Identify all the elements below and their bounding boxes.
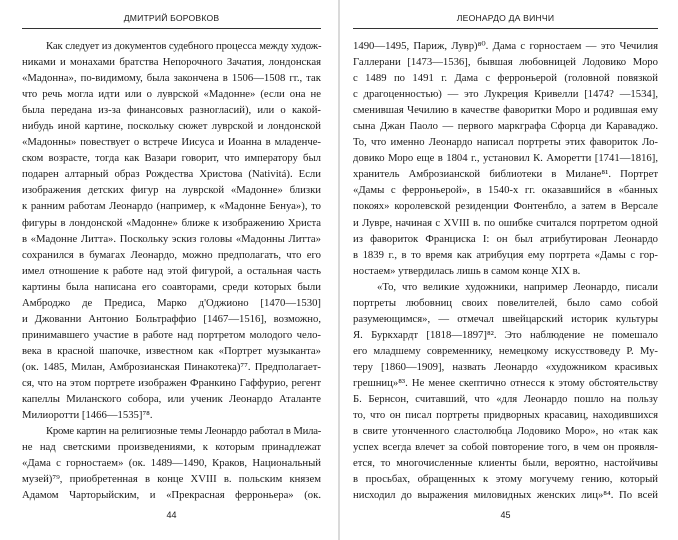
page-number-left: 44 (166, 510, 177, 520)
text-line: в свите утонченного сластолюбца Лодовико Моро», но «так как (353, 425, 658, 438)
text-line: успех всегда влечет за собой повторение того, в чем он проявля- (353, 441, 658, 454)
text-line: принимавшего участие в работе над портретом молодого чело- (22, 328, 321, 341)
text-line: и Лувре, начиная с XVIII в. по ошибке считался портретом одной (353, 216, 658, 229)
text-line: Галлерани [1473—1536], бывшая любовницей Лодовико Моро (353, 56, 658, 69)
running-header-left: ДМИТРИЙ БОРОВКОВ (123, 13, 220, 23)
page-number-right: 45 (500, 510, 511, 520)
text-line: ностаем» утвердилась лишь в самом конце XIX в. (353, 264, 581, 277)
text-line: То, что именно Леонардо написал портреты этих фавориток Ло- (353, 136, 658, 149)
text-line: «Дамы с ферроньерой», в 1540-х гг. оказавшийся в «банных (353, 184, 658, 197)
text-line: нибудь иной картине, поскольку сюжет луврской и лондонской (22, 120, 321, 133)
text-line: хранитель Амброзианской библиотеки в Милане⁸¹. Портрет (353, 168, 658, 181)
text-line: Кроме картин на религиозные темы Леонардо работал в Мила- (46, 425, 321, 438)
text-line: в просьбах, обращенных к этому могучему гению, который (353, 473, 658, 486)
text-line: Б. Бернсон, считавший, что «для Леонардо пошло на пользу (353, 393, 658, 406)
text-line: с 1489 по 1491 г. Дама с ферроньерой (головной повязкой (353, 72, 658, 85)
text-line: «Мадонны» повествует о встрече Иисуса и Иоанна в младенче- (22, 136, 321, 149)
text-line: из фавориток Франциска I: он был атрибутирован Леонардо (353, 232, 658, 245)
text-line: Адамом Чарторыйским, и «Прекрасная ферроньера» (ок. (22, 489, 321, 502)
text-line: Я. Буркхардт [1818—1897]⁸². Это наблюдение не помешало (353, 328, 658, 341)
text-line: Амброджо де Предиса, Марко д'Оджионо [1470—1530] (22, 296, 321, 309)
text-line: капеллы Миланского собора, или ученик Леонардо Аталанте (22, 393, 321, 406)
text-line: его младшему современнику, немецкому искусствоведу Р. Му- (353, 344, 658, 357)
text-line: (ок. 1485, Милан, Амброзианская Пинакотека)⁷⁷. Предполагает- (22, 360, 321, 373)
text-line: Как следует из документов судебного процесса между худож- (46, 40, 322, 52)
text-line: довико Моро еще в 1804 г., установил К. Аморетти [1741—1816], (353, 152, 658, 165)
text-line: не над светскими произведениями, к которым принадлежат (22, 441, 321, 454)
text-line: нисходил до выражения миловидных женских лиц»⁸⁴. По всей (353, 489, 658, 502)
text-line: и Джованни Антонио Больтраффио [1467—1516], возможно, (22, 312, 321, 325)
header-rule-left (22, 28, 321, 29)
text-line: сохранился в бумагах Леонардо, можно предполагать, что его (22, 248, 321, 261)
text-line: то, что он писал портреты придворных красавиц, находившихся (353, 409, 658, 422)
text-line: разумеющимся», — отмечал швейцарский историк культуры (353, 312, 658, 325)
text-line: сына Джан Паоло — первого маркграфа Сфорца ди Караваджо. (353, 120, 658, 133)
text-line: подарен алтарный образ Рождества Христова (Nativitá). Если (22, 168, 321, 181)
right-page (339, 0, 678, 540)
text-line: в «Мадонне Литта». Поскольку эскиз головы «Мадонны Литта» (22, 232, 321, 245)
text-line: «Дама с горностаем» (ок. 1489—1490, Краков, Национальный (22, 457, 321, 470)
left-page-text (22, 38, 321, 503)
text-line: ется, то многочисленные клиенты были, вероятно, настойчивы (353, 457, 658, 470)
text-line: имел отношение к работе над этой фигурой, а остальная часть (22, 264, 321, 277)
text-line: «То, что великие художники, например Леонардо, писали (377, 280, 658, 293)
text-line: теру [1860—1909], назвать Леонардо «художником красивых (353, 360, 658, 373)
text-line: покоях» королевской резиденции Фонтенбло, а затем в Версале (353, 200, 658, 213)
text-line: что речь могла идти или о луврской «Мадонне» (если она не (22, 88, 321, 101)
text-line: с драгоценностью) — это Лукреция Кривелли [1474? —1534], (353, 88, 658, 101)
text-line: «Мадонна», по-видимому, была закончена в 1506—1508 гг., так (22, 72, 321, 85)
running-header-right: ЛЕОНАРДО ДА ВИНЧИ (456, 13, 555, 23)
text-line: Милиоротти [1466—1535]⁷⁸. (22, 409, 153, 422)
text-line: картины была написана его соавторами, среди которых были (22, 280, 321, 293)
text-line: в 1839 г., в то время как атрибуция ему портрета «Дамы с гор- (353, 248, 658, 261)
text-line: изображения детских фигур на луврской «Мадонне» близки (22, 184, 321, 197)
text-line: портреты любовниц своих повелителей, было само собой (353, 296, 658, 309)
text-line: ском возрасте, тогда как Вазари говорит, что императору был (22, 152, 321, 165)
text-line: века в красной шапочке, известном как «Портрет музыканта» (22, 344, 321, 357)
text-line: 1490—1495, Париж, Лувр)⁸⁰. Дама с горностаем — это Чечилия (353, 40, 658, 52)
text-line: к ранним работам Леонардо (например, к «Мадонне Бенуа»), то (22, 200, 321, 213)
header-rule-right (353, 28, 658, 29)
text-line: ся, что на этом портрете изображен Франкино Гаффурио, регент (22, 376, 321, 389)
right-page-text (353, 38, 658, 503)
text-line: никами и монахами братства Непорочного Зачатия, лондонская (22, 56, 321, 69)
text-line: была передана из-за финансовых разногласий), или о какой- (22, 104, 321, 117)
text-line: фигуры в лондонской «Мадонне» ближе к изображению Христа (22, 216, 321, 229)
text-line: грешниц»⁸³. Не менее скептично отнесся к этому обстоятельству (353, 376, 658, 389)
text-line: музей)⁷⁹, приобретенная в конце XVIII в. польским князем (22, 473, 321, 486)
text-line: сменившая Чечилию в качестве фаворитки Моро и родившая ему (353, 104, 658, 117)
